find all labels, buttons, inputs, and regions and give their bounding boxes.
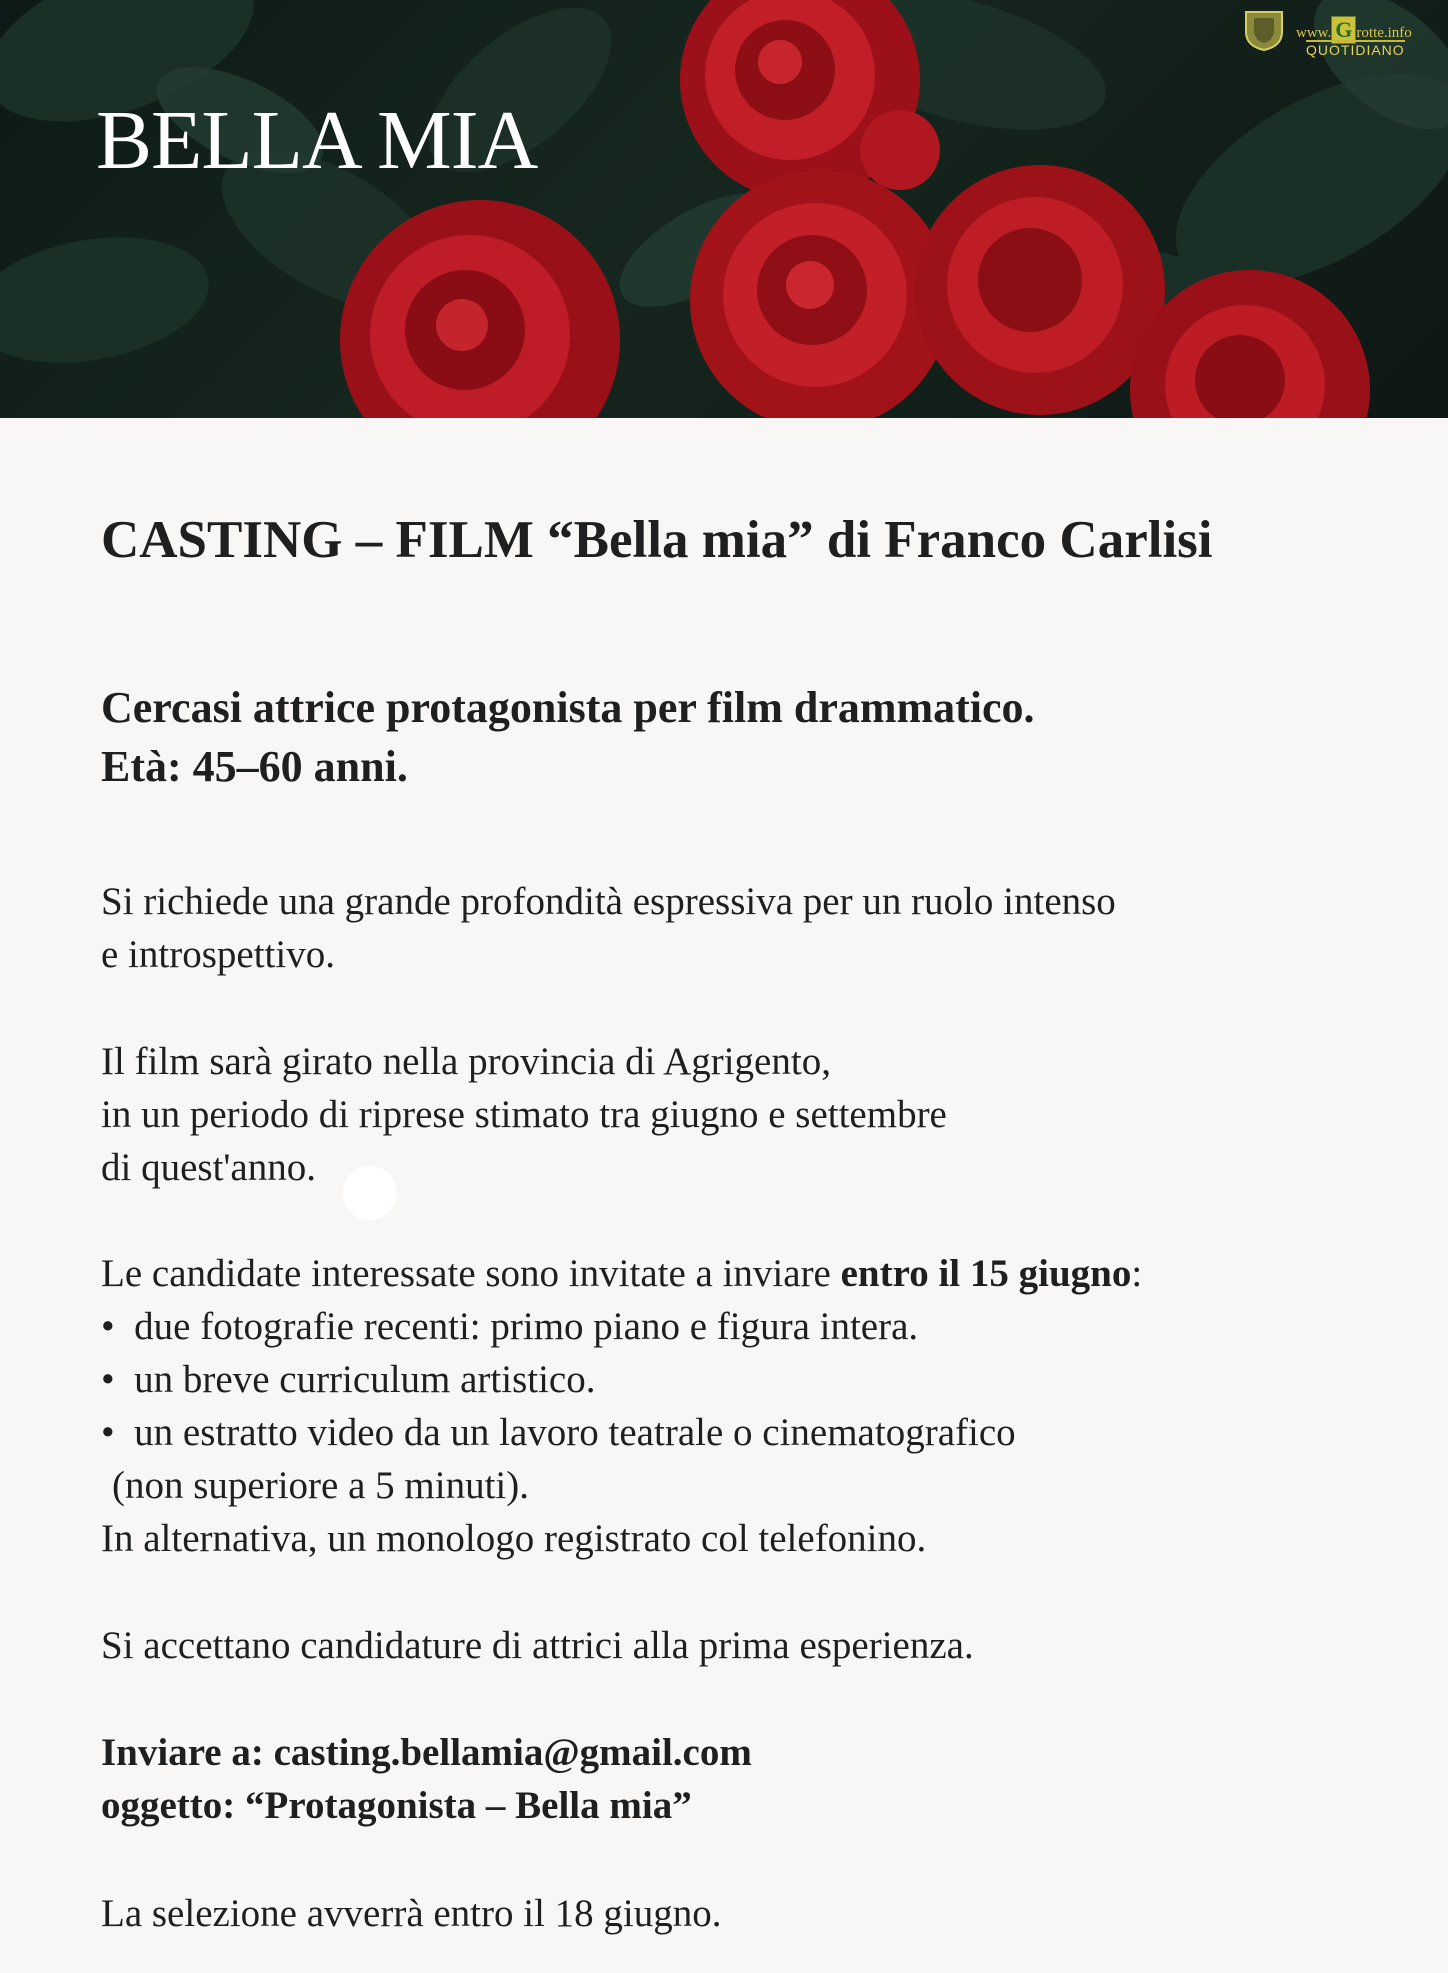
list-item (101, 1358, 596, 1402)
list-item-text: due fotografie recenti: primo piano e figura intera. (134, 1305, 919, 1348)
acceptance-note: Si accettano candidature di attrici alla prima esperienza. (101, 1624, 974, 1667)
list-item (101, 1305, 918, 1349)
roses-background-image (0, 0, 1448, 418)
bullet-icon: • (101, 1358, 115, 1401)
list-item-continuation: (non superiore a 5 minuti). (112, 1464, 529, 1507)
list-item (101, 1411, 1016, 1455)
deadline-text: entro il 15 giugno (840, 1252, 1132, 1295)
grotte-info-logo[interactable] (1240, 6, 1440, 58)
notice-heading: CASTING – FILM “Bella mia” di Franco Carlisi (101, 511, 1213, 569)
paragraph-line: e introspettivo. (101, 933, 335, 976)
logo-site-letter: G (1331, 16, 1356, 44)
role-description: Cercasi attrice protagonista per film drammatico. (101, 683, 1035, 732)
header-banner (0, 0, 1448, 418)
logo-site-prefix: www. (1296, 25, 1332, 41)
application-intro (101, 1252, 1142, 1296)
age-range: Età: 45–60 anni. (101, 742, 408, 791)
crest-icon (1240, 6, 1288, 52)
list-item-text: un estratto video da un lavoro teatrale o cinematografico (134, 1411, 1016, 1454)
logo-site-suffix: rotte.info (1356, 25, 1412, 41)
paragraph-line: Il film sarà girato nella provincia di Agrigento, (101, 1040, 831, 1083)
banner-title: BELLA MIA (96, 94, 538, 187)
list-item-text: un breve curriculum artistico. (134, 1358, 596, 1401)
intro-text: Le candidate interessate sono invitate a inviare (101, 1252, 841, 1295)
paragraph-line: in un periodo di riprese stimato tra giugno e settembre (101, 1093, 947, 1136)
bullet-icon: • (101, 1411, 115, 1454)
bullet-icon: • (101, 1305, 115, 1348)
email-subject: oggetto: “Protagonista – Bella mia” (101, 1784, 692, 1827)
alternative-note: In alternativa, un monologo registrato col telefonino. (101, 1517, 927, 1560)
paragraph-line: Si richiede una grande profondità espressiva per un ruolo intenso (101, 880, 1116, 923)
intro-colon: : (1131, 1252, 1143, 1295)
decorative-dot (343, 1166, 397, 1220)
paragraph-line: di quest'anno. (101, 1146, 316, 1189)
logo-subtitle: QUOTIDIANO (1306, 42, 1405, 58)
email-contact[interactable]: Inviare a: casting.bellamia@gmail.com (101, 1731, 752, 1774)
selection-date: La selezione avverrà entro il 18 giugno. (101, 1892, 722, 1935)
